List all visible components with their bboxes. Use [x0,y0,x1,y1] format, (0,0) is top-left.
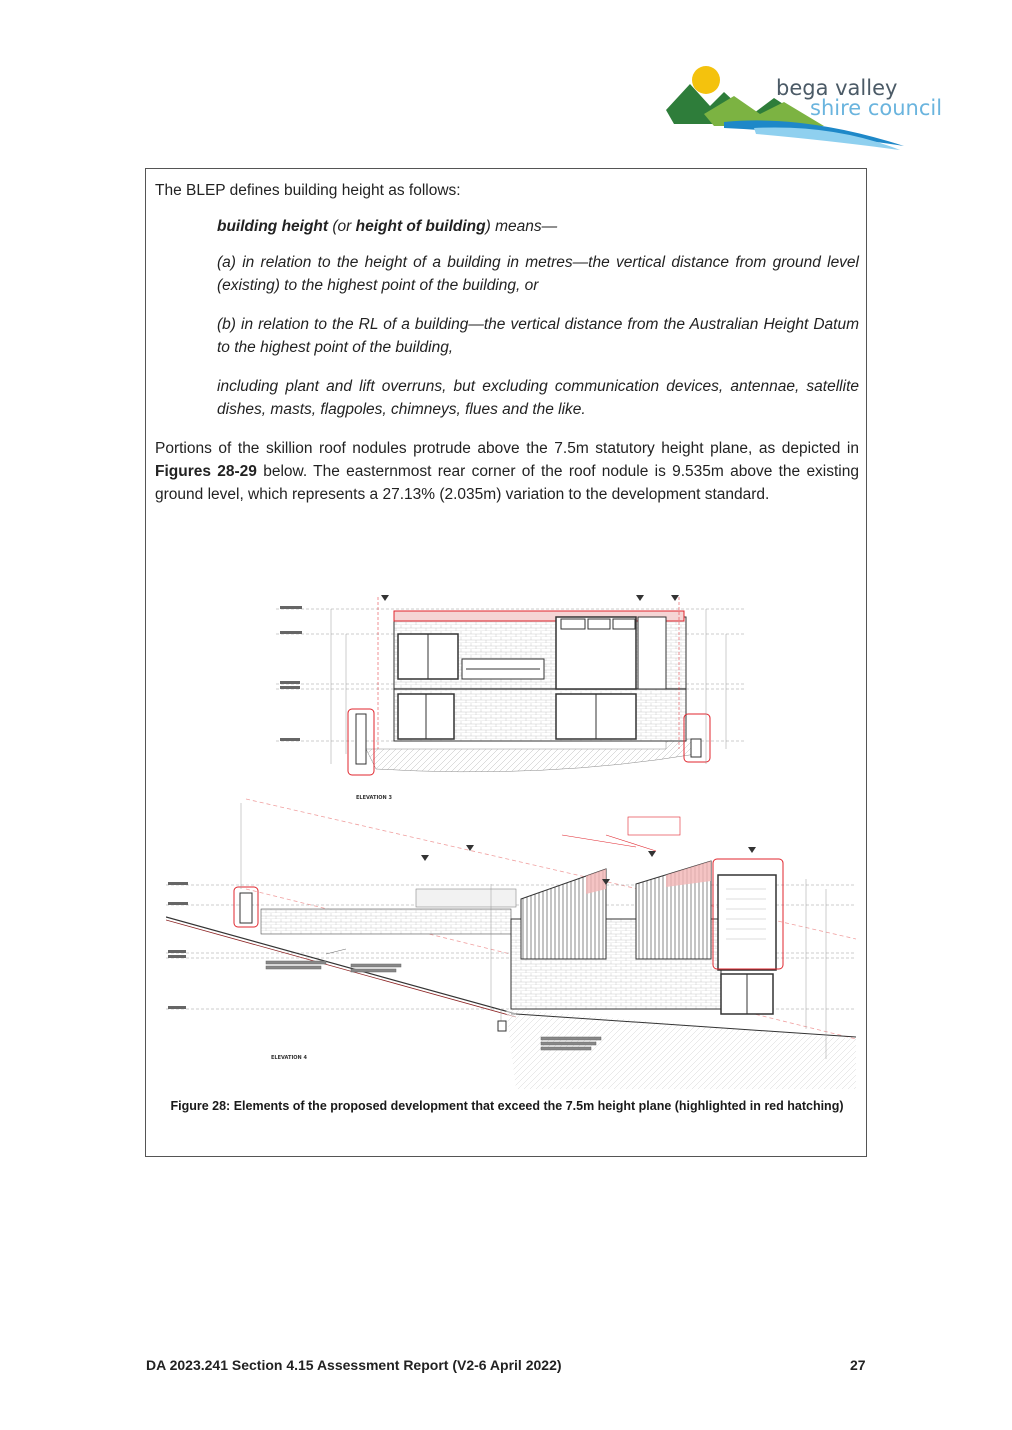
council-logo [664,62,944,154]
elevation-drawings [166,589,856,1089]
elevation-3 [276,595,746,801]
page-number: 27 [850,1357,866,1373]
definition-item-b: (b) in relation to the RL of a building—the vertical distance from the Australian Height Datum to the highest point of the building, [217,316,859,356]
elevation-4 [166,799,856,1089]
definition-alt-term: height of building [355,218,486,235]
body-paragraph [155,437,859,506]
content-box [145,168,867,1157]
definition-item-a: (a) in relation to the height of a building in metres—the vertical distance from ground level (existing) to the highest point of the building, or [217,254,859,294]
figure-caption: Figure 28: Elements of the proposed development that exceed the 7.5m height plane (highlighted in red hatching) [170,1099,844,1113]
elevation-3-label: ELEVATION 3 [356,795,392,801]
body-paragraph-part2: below. The easternmost rear corner of the roof nodule is 9.535m above the existing ground level, which represents a 27.13% (2.035m) variation to the development standard. [155,463,859,503]
elevation-4-label: ELEVATION 4 [271,1055,307,1061]
definition-heading [217,215,859,238]
definition-suffix: ) means— [485,218,558,235]
definition-closing: including plant and lift overruns, but excluding communication devices, antennae, satellite dishes, masts, flagpoles, chimneys, flues and the like. [217,378,859,418]
definition-term: building height [217,218,329,235]
footer-report-title: DA 2023.241 Section 4.15 Assessment Report (V2-6 April 2022) [146,1357,562,1373]
body-paragraph-part1: Portions of the skillion roof nodules protrude above the 7.5m statutory height plane, as depicted in [155,440,859,457]
logo-text-line2: shire council [810,96,943,120]
intro-text: The BLEP defines building height as follows: [155,182,461,199]
figures-reference: Figures 28-29 [155,463,257,480]
logo-text-line1: bega valley [776,76,898,100]
definition-alt-prefix: (or [328,218,356,235]
